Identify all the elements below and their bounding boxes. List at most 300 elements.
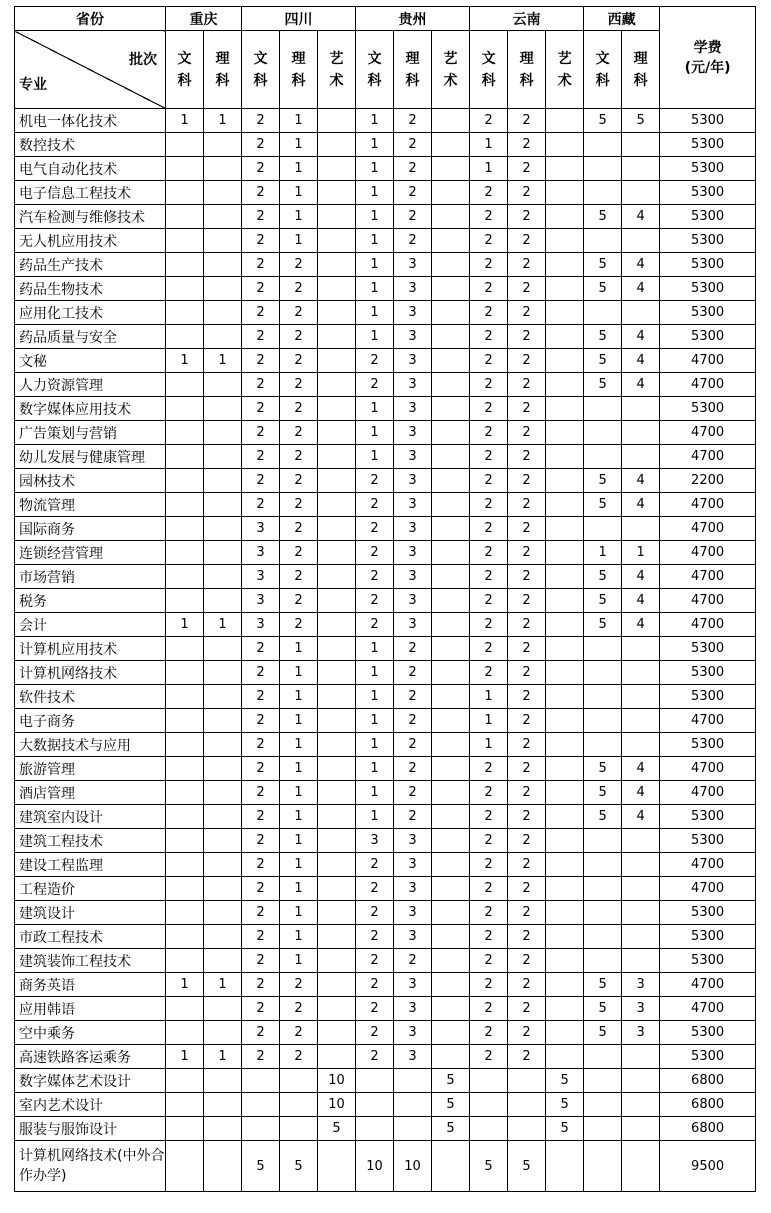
quota-cell [622,925,660,949]
quota-cell: 1 [470,133,508,157]
quota-cell [204,541,242,565]
quota-cell [546,493,584,517]
quota-cell: 3 [242,517,280,541]
tuition-cell: 4700 [660,421,756,445]
quota-cell: 3 [394,1045,432,1069]
quota-cell [318,781,356,805]
quota-cell: 5 [584,589,622,613]
quota-cell: 2 [280,349,318,373]
quota-cell: 2 [394,133,432,157]
quota-cell: 1 [356,445,394,469]
quota-cell [242,1093,280,1117]
quota-cell: 2 [508,205,546,229]
quota-cell: 2 [508,877,546,901]
batch-label: 批次 [129,52,157,68]
quota-cell: 5 [584,565,622,589]
quota-cell: 5 [584,781,622,805]
quota-cell: 3 [394,517,432,541]
quota-cell: 2 [356,373,394,397]
quota-cell: 2 [470,1021,508,1045]
quota-cell: 2 [470,181,508,205]
quota-cell [432,349,470,373]
quota-cell [166,949,204,973]
quota-cell [204,925,242,949]
table-row [15,469,756,493]
quota-cell [584,877,622,901]
tuition-cell: 5300 [660,949,756,973]
table-body [15,109,756,1192]
quota-cell [432,469,470,493]
quota-cell [584,421,622,445]
quota-cell [204,157,242,181]
tuition-cell: 5300 [660,229,756,253]
quota-cell [622,877,660,901]
quota-cell: 5 [584,205,622,229]
quota-cell [432,253,470,277]
quota-cell: 2 [356,901,394,925]
quota-cell [546,205,584,229]
quota-cell: 1 [584,541,622,565]
quota-cell [546,733,584,757]
quota-cell: 2 [470,997,508,1021]
table-row [15,757,756,781]
quota-cell: 2 [470,901,508,925]
quota-cell [318,109,356,133]
quota-cell: 2 [508,781,546,805]
quota-cell [546,181,584,205]
quota-cell [622,1093,660,1117]
quota-cell [204,229,242,253]
quota-cell: 2 [242,661,280,685]
quota-cell [166,1117,204,1141]
quota-cell: 2 [242,709,280,733]
quota-cell [622,685,660,709]
quota-cell: 5 [622,109,660,133]
quota-cell: 3 [622,997,660,1021]
province-guizhou: 贵州 [356,7,470,31]
tuition-cell: 6800 [660,1069,756,1093]
quota-cell: 5 [584,349,622,373]
table-row [15,1117,756,1141]
major-name-cell: 文秘 [15,349,166,373]
quota-cell: 5 [546,1093,584,1117]
quota-cell: 1 [166,613,204,637]
quota-cell [622,397,660,421]
quota-cell [546,613,584,637]
quota-cell: 5 [280,1141,318,1192]
quota-cell [584,829,622,853]
quota-cell: 5 [546,1117,584,1141]
quota-cell: 1 [166,973,204,997]
quota-cell [432,805,470,829]
quota-cell: 2 [508,1021,546,1045]
quota-cell [432,949,470,973]
major-name-cell: 应用韩语 [15,997,166,1021]
quota-cell: 2 [470,517,508,541]
tuition-cell: 5300 [660,901,756,925]
quota-cell: 1 [356,805,394,829]
quota-cell [204,253,242,277]
quota-cell: 2 [508,949,546,973]
category-wen: 文 科 [242,31,280,109]
quota-cell [622,829,660,853]
quota-cell [318,757,356,781]
table-row [15,373,756,397]
major-label: 专业 [19,77,47,93]
quota-cell: 3 [394,1021,432,1045]
major-name-cell: 计算机网络技术(中外合作办学) [15,1141,166,1192]
quota-cell: 1 [280,781,318,805]
tuition-cell: 4700 [660,373,756,397]
quota-cell: 2 [242,925,280,949]
quota-cell: 2 [394,949,432,973]
quota-cell: 2 [242,997,280,1021]
tuition-cell: 2200 [660,469,756,493]
quota-cell [242,1069,280,1093]
major-name-cell: 数控技术 [15,133,166,157]
quota-cell [166,565,204,589]
quota-cell: 2 [242,685,280,709]
quota-cell [318,469,356,493]
quota-cell [584,925,622,949]
quota-cell: 1 [356,757,394,781]
quota-cell: 1 [356,229,394,253]
quota-cell: 2 [280,589,318,613]
quota-cell [432,397,470,421]
quota-cell: 2 [470,613,508,637]
quota-cell: 2 [508,469,546,493]
quota-cell [204,397,242,421]
quota-cell [546,109,584,133]
major-name-cell: 计算机网络技术 [15,661,166,685]
quota-cell: 2 [508,325,546,349]
quota-cell [584,1093,622,1117]
quota-cell [318,877,356,901]
quota-cell: 1 [280,205,318,229]
quota-cell: 10 [318,1093,356,1117]
quota-cell [318,1141,356,1192]
quota-cell: 2 [470,973,508,997]
quota-cell [394,1093,432,1117]
quota-cell: 2 [280,997,318,1021]
quota-cell: 2 [242,181,280,205]
quota-cell: 2 [470,757,508,781]
table-row [15,565,756,589]
quota-cell: 2 [508,589,546,613]
quota-cell: 1 [280,901,318,925]
quota-cell [546,949,584,973]
table-row [15,733,756,757]
quota-cell [166,373,204,397]
quota-cell: 2 [508,757,546,781]
quota-cell: 2 [356,469,394,493]
tuition-cell: 4700 [660,517,756,541]
quota-cell [280,1117,318,1141]
quota-cell [204,445,242,469]
category-yi: 艺 术 [546,31,584,109]
table-row [15,1021,756,1045]
quota-cell [394,1069,432,1093]
quota-cell: 2 [470,325,508,349]
quota-cell: 2 [356,925,394,949]
quota-cell: 3 [394,445,432,469]
quota-cell: 4 [622,325,660,349]
quota-cell [546,973,584,997]
table-row [15,493,756,517]
quota-cell: 1 [356,109,394,133]
quota-cell [622,637,660,661]
quota-cell [242,1117,280,1141]
quota-cell: 5 [584,1021,622,1045]
quota-cell: 2 [508,349,546,373]
quota-cell: 2 [508,733,546,757]
quota-cell: 2 [356,949,394,973]
major-name-cell: 国际商务 [15,517,166,541]
major-name-cell: 机电一体化技术 [15,109,166,133]
quota-cell: 2 [242,445,280,469]
quota-cell [546,541,584,565]
quota-cell [546,805,584,829]
header-row-provinces [15,7,756,31]
quota-cell [546,877,584,901]
quota-cell: 2 [242,277,280,301]
quota-cell: 2 [394,109,432,133]
quota-cell: 2 [356,613,394,637]
quota-cell: 2 [508,1045,546,1069]
table-row [15,157,756,181]
quota-cell: 5 [584,493,622,517]
quota-cell: 5 [584,109,622,133]
quota-cell [318,925,356,949]
quota-cell: 1 [280,637,318,661]
quota-cell [546,253,584,277]
quota-cell [546,469,584,493]
quota-cell: 2 [242,253,280,277]
quota-cell: 1 [166,349,204,373]
quota-cell: 2 [280,973,318,997]
province-header: 省份 [15,7,166,31]
quota-cell [584,853,622,877]
quota-cell: 1 [280,685,318,709]
quota-cell: 2 [508,685,546,709]
quota-cell [204,205,242,229]
quota-cell: 4 [622,757,660,781]
quota-cell [546,1045,584,1069]
tuition-cell: 4700 [660,997,756,1021]
quota-cell [546,373,584,397]
quota-cell [432,1141,470,1192]
quota-cell: 2 [280,493,318,517]
quota-cell: 1 [356,205,394,229]
quota-cell: 2 [470,445,508,469]
table-row [15,301,756,325]
quota-cell [432,613,470,637]
quota-cell [546,325,584,349]
tuition-cell: 5300 [660,925,756,949]
quota-cell: 2 [394,709,432,733]
major-name-cell: 工程造价 [15,877,166,901]
quota-cell: 5 [584,325,622,349]
major-name-cell: 数字媒体应用技术 [15,397,166,421]
quota-cell: 2 [470,877,508,901]
quota-cell: 2 [280,277,318,301]
table-row [15,1069,756,1093]
quota-cell: 2 [394,805,432,829]
major-name-cell: 建设工程监理 [15,853,166,877]
quota-cell: 2 [508,301,546,325]
tuition-cell: 9500 [660,1141,756,1192]
quota-cell [622,853,660,877]
quota-cell [166,805,204,829]
quota-cell [546,1021,584,1045]
table-row [15,853,756,877]
quota-cell [622,709,660,733]
quota-cell [318,421,356,445]
major-name-cell: 建筑工程技术 [15,829,166,853]
quota-cell [204,301,242,325]
quota-cell: 1 [356,661,394,685]
quota-cell: 1 [280,829,318,853]
tuition-cell: 5300 [660,685,756,709]
tuition-cell: 5300 [660,181,756,205]
quota-cell [622,1069,660,1093]
quota-cell: 2 [470,541,508,565]
tuition-cell: 5300 [660,133,756,157]
quota-cell [546,829,584,853]
quota-cell: 2 [242,805,280,829]
quota-cell: 2 [508,805,546,829]
category-wen: 文 科 [584,31,622,109]
quota-cell: 2 [242,325,280,349]
quota-cell [622,1141,660,1192]
quota-cell [318,493,356,517]
quota-cell: 3 [242,613,280,637]
quota-cell: 5 [584,613,622,637]
tuition-cell: 5300 [660,205,756,229]
quota-cell: 2 [508,541,546,565]
table-row [15,253,756,277]
quota-cell: 2 [470,925,508,949]
quota-cell: 3 [394,277,432,301]
quota-cell: 1 [280,661,318,685]
quota-cell: 2 [280,541,318,565]
tuition-cell: 4700 [660,781,756,805]
quota-cell: 10 [394,1141,432,1192]
table-row [15,181,756,205]
quota-cell [204,181,242,205]
quota-cell: 5 [432,1093,470,1117]
quota-cell [280,1069,318,1093]
quota-cell: 5 [432,1117,470,1141]
quota-cell: 2 [508,157,546,181]
quota-cell [622,445,660,469]
quota-cell: 2 [394,757,432,781]
quota-cell [166,637,204,661]
quota-cell [166,157,204,181]
diagonal-header-cell [15,31,166,109]
category-li: 理 科 [394,31,432,109]
table-row [15,613,756,637]
quota-cell: 2 [470,469,508,493]
quota-cell: 3 [622,1021,660,1045]
quota-cell: 2 [508,853,546,877]
quota-cell: 1 [280,757,318,781]
quota-cell: 2 [508,397,546,421]
quota-cell [166,997,204,1021]
quota-cell: 2 [470,589,508,613]
quota-cell: 1 [166,109,204,133]
quota-cell [204,325,242,349]
quota-cell: 2 [394,781,432,805]
quota-cell: 2 [280,613,318,637]
major-name-cell: 室内艺术设计 [15,1093,166,1117]
table-row [15,541,756,565]
major-name-cell: 药品质量与安全 [15,325,166,349]
table-row [15,445,756,469]
quota-cell [584,685,622,709]
quota-cell [546,661,584,685]
quota-cell [584,229,622,253]
quota-cell: 1 [470,157,508,181]
quota-cell [318,373,356,397]
quota-cell: 5 [546,1069,584,1093]
quota-cell: 2 [242,901,280,925]
quota-cell [318,709,356,733]
quota-cell [432,373,470,397]
quota-cell [318,349,356,373]
quota-cell [166,709,204,733]
quota-cell: 4 [622,277,660,301]
quota-cell [318,613,356,637]
quota-cell: 2 [242,757,280,781]
tuition-cell: 6800 [660,1093,756,1117]
quota-cell [318,637,356,661]
quota-cell [204,469,242,493]
quota-cell [318,949,356,973]
quota-cell [546,301,584,325]
quota-cell: 4 [622,349,660,373]
quota-cell [584,181,622,205]
quota-cell: 1 [280,733,318,757]
quota-cell: 2 [242,781,280,805]
quota-cell [432,757,470,781]
quota-cell [356,1093,394,1117]
quota-cell: 2 [508,637,546,661]
category-yi: 艺 术 [318,31,356,109]
quota-cell: 1 [204,973,242,997]
table-row [15,205,756,229]
table-row [15,997,756,1021]
quota-cell [166,301,204,325]
quota-cell [432,637,470,661]
quota-cell: 1 [280,709,318,733]
table-row [15,925,756,949]
major-name-cell: 建筑设计 [15,901,166,925]
quota-cell: 2 [242,493,280,517]
major-name-cell: 电子商务 [15,709,166,733]
quota-cell [318,901,356,925]
quota-cell: 2 [470,493,508,517]
quota-cell [166,397,204,421]
major-name-cell: 药品生物技术 [15,277,166,301]
quota-cell [584,733,622,757]
quota-cell: 2 [280,397,318,421]
quota-cell: 2 [394,661,432,685]
tuition-cell: 5300 [660,277,756,301]
quota-cell: 1 [280,805,318,829]
quota-cell: 2 [508,181,546,205]
category-yi: 艺 术 [432,31,470,109]
